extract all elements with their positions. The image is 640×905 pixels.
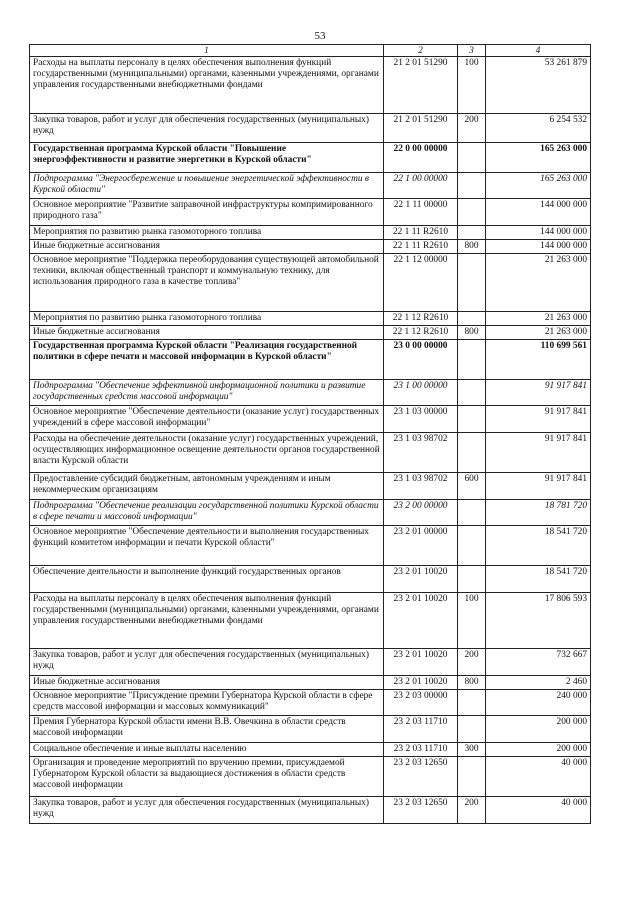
row-sum: 21 263 000 (486, 311, 591, 325)
row-code: 22 1 12 R2610 (384, 325, 458, 339)
row-vr (458, 565, 486, 592)
row-name: Подпрограмма "Обеспечение реализации государственной политики Курской области в сфере печати и массовой информации" (30, 499, 384, 525)
row-sum: 91 917 841 (486, 432, 591, 472)
row-vr: 100 (458, 56, 486, 113)
row-vr: 100 (458, 592, 486, 648)
row-sum: 40 000 (486, 757, 591, 797)
row-code: 23 1 00 00000 (384, 379, 458, 405)
row-code: 23 2 00 00000 (384, 499, 458, 525)
table-row (30, 172, 591, 198)
row-vr (458, 499, 486, 525)
row-sum: 18 541 720 (486, 525, 591, 565)
table-row (30, 198, 591, 225)
row-code: 23 2 01 10020 (384, 675, 458, 689)
row-code: 23 2 03 11710 (384, 743, 458, 757)
row-name: Основное мероприятие "Обеспечение деятельности и выполнения государственных функций комитетом информации и печати Курской области" (30, 525, 384, 565)
row-vr: 800 (458, 675, 486, 689)
table-row (30, 225, 591, 239)
table-row (30, 743, 591, 757)
table-row (30, 675, 591, 689)
row-sum: 91 917 841 (486, 472, 591, 499)
row-sum: 732 667 (486, 648, 591, 675)
row-name: Закупка товаров, работ и услуг для обеспечения государственных (муниципальных) нужд (30, 797, 384, 824)
row-vr (458, 405, 486, 432)
row-code: 23 2 03 12650 (384, 797, 458, 824)
row-name: Государственная программа Курской области "Повышение энергоэффективности и развитие энергетики в Курской области" (30, 142, 384, 172)
row-vr (458, 142, 486, 172)
page-number: 53 (314, 30, 326, 42)
row-sum: 21 263 000 (486, 253, 591, 311)
table-row (30, 716, 591, 743)
row-sum: 144 000 000 (486, 239, 591, 253)
row-code: 22 1 11 00000 (384, 198, 458, 225)
row-vr: 200 (458, 797, 486, 824)
row-sum: 110 699 561 (486, 339, 591, 379)
table-row (30, 797, 591, 824)
row-code: 22 1 11 R2610 (384, 225, 458, 239)
row-sum: 2 460 (486, 675, 591, 689)
table-row (30, 239, 591, 253)
row-vr (458, 379, 486, 405)
row-vr: 800 (458, 325, 486, 339)
row-code: 21 2 01 51290 (384, 113, 458, 142)
row-code: 23 2 03 12650 (384, 757, 458, 797)
row-name: Обеспечение деятельности и выполнение функций государственных органов (30, 565, 384, 592)
table-row (30, 648, 591, 675)
table-row (30, 253, 591, 311)
row-vr: 200 (458, 113, 486, 142)
row-name: Государственная программа Курской области "Реализация государственной политики в сфере печати и массовой информации в Курской области" (30, 339, 384, 379)
row-vr (458, 432, 486, 472)
row-vr (458, 525, 486, 565)
row-code: 23 2 01 10020 (384, 565, 458, 592)
row-sum: 200 000 (486, 743, 591, 757)
table-row (30, 56, 591, 113)
row-name: Основное мероприятие "Обеспечение деятельности (оказание услуг) государственных учреждений в сфере массовой информации" (30, 405, 384, 432)
row-code: 23 2 01 00000 (384, 525, 458, 565)
table-row (30, 565, 591, 592)
row-code: 22 1 12 R2610 (384, 311, 458, 325)
row-sum: 91 917 841 (486, 405, 591, 432)
table-row (30, 405, 591, 432)
row-code: 22 0 00 00000 (384, 142, 458, 172)
row-name: Подпрограмма "Обеспечение эффективной информационной политики и развитие государственных средств массовой информации" (30, 379, 384, 405)
row-name: Мероприятия по развитию рынка газомоторного топлива (30, 311, 384, 325)
row-code: 22 1 11 R2610 (384, 239, 458, 253)
row-name: Предоставление субсидий бюджетным, автономным учреждениям и иным некоммерческим организациям (30, 472, 384, 499)
row-name: Иные бюджетные ассигнования (30, 325, 384, 339)
table-row (30, 690, 591, 716)
row-vr (458, 690, 486, 716)
header-vr-column: 3 (458, 45, 486, 57)
row-code: 23 2 03 11710 (384, 716, 458, 743)
table-row (30, 113, 591, 142)
row-sum: 240 000 (486, 690, 591, 716)
row-sum: 18 781 720 (486, 499, 591, 525)
budget-table (29, 44, 591, 824)
row-vr (458, 253, 486, 311)
row-name: Мероприятия по развитию рынка газомоторного топлива (30, 225, 384, 239)
row-name: Подпрограмма "Энергосбережение и повышение энергетической эффективности в Курской области" (30, 172, 384, 198)
table-row (30, 379, 591, 405)
row-name: Организация и проведение мероприятий по вручению премии, присуждаемой Губернатором Курской области за выдающиеся достижения в области средств массовой информации (30, 757, 384, 797)
row-name: Расходы на обеспечение деятельности (оказание услуг) государственных учреждений, осуществляющих информационное освещение деятельности органов государственной власти Курской области (30, 432, 384, 472)
row-vr (458, 172, 486, 198)
row-code: 22 1 12 00000 (384, 253, 458, 311)
row-vr (458, 225, 486, 239)
table-row (30, 311, 591, 325)
row-name: Расходы на выплаты персоналу в целях обеспечения выполнения функций государственными (муниципальными) органами, казенными учреждениями, органами управления государственными внебюджетными фондами (30, 592, 384, 648)
row-name: Иные бюджетные ассигнования (30, 675, 384, 689)
row-vr (458, 757, 486, 797)
row-sum: 165 263 000 (486, 142, 591, 172)
table-row (30, 339, 591, 379)
row-name: Закупка товаров, работ и услуг для обеспечения государственных (муниципальных) нужд (30, 113, 384, 142)
table-row (30, 432, 591, 472)
row-sum: 40 000 (486, 797, 591, 824)
row-sum: 21 263 000 (486, 325, 591, 339)
row-sum: 165 263 000 (486, 172, 591, 198)
table-row (30, 472, 591, 499)
row-code: 23 2 01 10020 (384, 648, 458, 675)
row-name: Закупка товаров, работ и услуг для обеспечения государственных (муниципальных) нужд (30, 648, 384, 675)
row-vr (458, 339, 486, 379)
row-name: Иные бюджетные ассигнования (30, 239, 384, 253)
row-code: 21 2 01 51290 (384, 56, 458, 113)
row-sum: 53 261 879 (486, 56, 591, 113)
header-name-column: 1 (30, 45, 384, 57)
table-row (30, 757, 591, 797)
header-code-column: 2 (384, 45, 458, 57)
header-row (30, 45, 591, 57)
row-sum: 91 917 841 (486, 379, 591, 405)
row-sum: 144 000 000 (486, 198, 591, 225)
row-vr: 300 (458, 743, 486, 757)
row-code: 23 0 00 00000 (384, 339, 458, 379)
header-sum-column: 4 (486, 45, 591, 57)
row-vr: 200 (458, 648, 486, 675)
row-vr (458, 716, 486, 743)
table-row (30, 525, 591, 565)
table-row (30, 142, 591, 172)
row-sum: 144 000 000 (486, 225, 591, 239)
row-code: 23 2 01 10020 (384, 592, 458, 648)
row-sum: 17 806 593 (486, 592, 591, 648)
row-name: Премия Губернатора Курской области имени В.В. Овечкина в области средств массовой информации (30, 716, 384, 743)
row-sum: 200 000 (486, 716, 591, 743)
row-vr (458, 311, 486, 325)
row-code: 22 1 00 00000 (384, 172, 458, 198)
row-code: 23 1 03 00000 (384, 405, 458, 432)
row-vr: 600 (458, 472, 486, 499)
row-sum: 6 254 532 (486, 113, 591, 142)
row-name: Основное мероприятие "Поддержка переоборудования существующей автомобильной техники, включая общественный транспорт и коммунальную технику, для использования природного газа в качестве топлива" (30, 253, 384, 311)
row-name: Социальное обеспечение и иные выплаты населению (30, 743, 384, 757)
table-row (30, 499, 591, 525)
row-sum: 18 541 720 (486, 565, 591, 592)
row-vr (458, 198, 486, 225)
row-vr: 800 (458, 239, 486, 253)
row-name: Расходы на выплаты персоналу в целях обеспечения выполнения функций государственными (муниципальными) органами, казенными учреждениями, органами управления государственными внебюджетными фондами (30, 56, 384, 113)
row-code: 23 2 03 00000 (384, 690, 458, 716)
table-body (30, 56, 591, 824)
row-name: Основное мероприятие "Присуждение премии Губернатора Курской области в сфере средств массовой информации и массовых коммуникаций" (30, 690, 384, 716)
table-row (30, 592, 591, 648)
row-code: 23 1 03 98702 (384, 432, 458, 472)
row-code: 23 1 03 98702 (384, 472, 458, 499)
row-name: Основное мероприятие "Развитие заправочной инфраструктуры компримированного природного газа" (30, 198, 384, 225)
table-row (30, 325, 591, 339)
